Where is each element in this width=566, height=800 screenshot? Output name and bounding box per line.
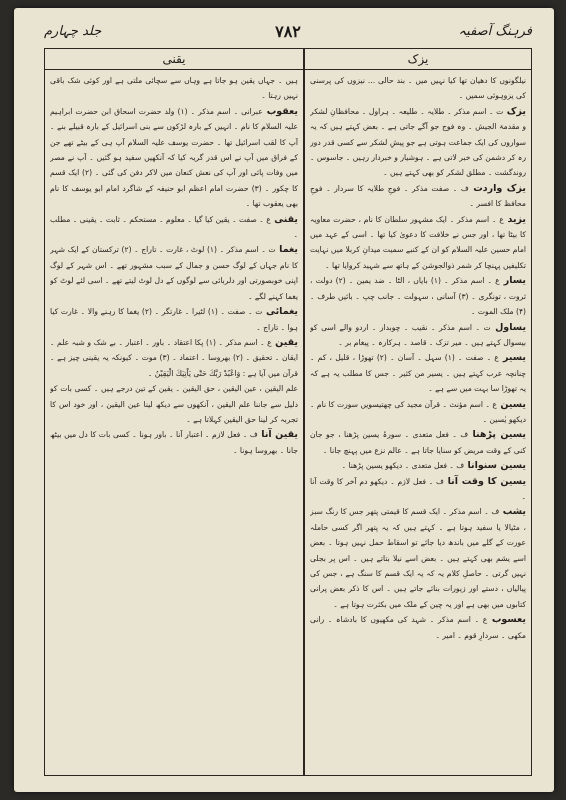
dictionary-entry (310, 458, 526, 473)
dictionary-entry (310, 427, 526, 458)
dictionary-entry (50, 242, 298, 304)
entry-headword: یساول (495, 321, 526, 333)
entry-headword: یسین سنوانا (467, 460, 526, 472)
entry-definition: نیلگونوں کا دھیان تھا کیا نہیں میں ۔ بند حالی ... نیزوں کی پرسنی کی یزوہوئی سمیں ۔ (310, 76, 526, 101)
dictionary-page (14, 8, 554, 792)
dictionary-entry (50, 73, 298, 104)
dictionary-entry (310, 273, 526, 319)
dictionary-entry (50, 335, 298, 381)
two-column-frame (44, 48, 532, 776)
dictionary-entry (50, 427, 298, 458)
entry-headword: یغما (279, 244, 298, 256)
entry-headword: یسیر (502, 352, 526, 364)
dictionary-entry (310, 350, 526, 396)
book-title: فرہنگ آصفیہ (458, 24, 532, 39)
dictionary-entry (310, 612, 526, 643)
dictionary-entry (310, 104, 526, 181)
entry-definition: علم الیقین ، عین الیقین ، حق الیقین ۔ یقین کے تین درجے ہیں ۔ کسی بات کو دلیل سے جاننا علم الیقین ، آنکھوں سے دیکھ لینا عین الیقین ، اور خود اس کا تجربہ کر لینا حق الیقین کہلاتا ہے ۔ (50, 384, 298, 424)
entry-definition: ف ۔ فعل لازم ۔ اعتبار آنا ۔ باور ہونا ۔ کسی بات کا دل میں بیٹھ جانا ۔ بھروسا ہونا ۔ (50, 430, 298, 455)
entry-headword: یزید (507, 213, 526, 225)
entry-headword: یسین کا وقت آنا (447, 475, 526, 487)
dictionary-entry (310, 474, 526, 505)
entry-definition: ع ۔ اسم مذکر ۔ (۱) پکا اعتقاد ۔ باور ۔ اعتبار ۔ بے شک و شبہ علم ۔ ایقان ۔ تحقیق ۔ (۲) بھروسا ۔ اعتماد ۔ (۳) موت ۔ کیونکہ یہ یقینی چیز ہے ۔ قرآن میں آیا ہے : وَاعْبُدْ رَبَّكَ حَتّٰى يَاْتِيَكَ الْيَقِيْنُ ۔ (50, 337, 298, 378)
right-column-text (310, 73, 526, 771)
dictionary-entry (310, 397, 526, 428)
entry-headword: یزک واردت (473, 182, 526, 194)
entry-headword: یقنی (274, 213, 298, 225)
entry-definition: ف ۔ فعل لازم ۔ دیکھو دم آخر کا وقت آنا ۔ (310, 476, 526, 501)
entry-headword: یشب (502, 506, 526, 518)
entry-definition: ع ۔ اسم مذکر ۔ ایک مشہور سلطان کا نام ، حضرت معاویہ کا بیٹا تھا ، اور جس نے خلافت کا دعویٰ کیا تھا ۔ اسی کے عہد میں امام حسین علیہ السلام کو ان کے کنبے سمیت میدانِ کربلا میں نہایت تکلیفیں پہنچا کر شمر ذوالجوشن کے ہاتھ سے شہید کروایا تھا ۔ (310, 214, 526, 270)
entry-headword: یسار (503, 275, 526, 287)
column-divider (303, 49, 305, 775)
dictionary-entry (310, 504, 526, 612)
entry-headword: یزک (506, 105, 526, 117)
entry-definition: ع ۔ اسم مؤنث ۔ قرآن مجید کی چھتیسویں سورت کا نام ۔ دیکھو یٰسین ۔ (310, 399, 526, 424)
entry-headword: یعسوب (491, 614, 526, 626)
entry-headword: یعقوب (266, 105, 298, 117)
entry-headword: یقین (275, 336, 298, 348)
entry-definition: ت ۔ اسم مذکر ۔ (۱) لوٹ ، غارت ۔ تاراج ۔ (۲) ترکستان کے ایک شہر کا نام جہاں کے لوگ حسن و جمال کے سبب مشہور تھے ۔ اس شہر کے لوگ اپنی خوبصورتی اور دلربائی سے لوگوں کے دل لوٹ لیتے تھے ۔ اسی لئے لوٹ کو یغما کہنے لگے ۔ (50, 245, 298, 301)
page-number: ۷۸۲ (275, 22, 301, 41)
entry-definition: ع ۔ اسم مذکر ۔ (۱) بایاں ، الٹا ۔ ضد یمین ۔ (۲) دولت ، ثروت ، تونگری ۔ (۳) آسانی ، سہولت ۔ جانب چپ ۔ بائیں طرف ۔ (۴) ملک الموت ۔ (310, 276, 526, 317)
dictionary-entry (310, 73, 526, 104)
entry-definition: عبرانی ۔ اسم مذکر ۔ (۱) ولد حضرت اسحاق ابن حضرت ابراہیم علیہ السلام کا نام ۔ انہیں کے بارہ لڑکوں سے بنی اسرائیل کے بارہ قبیلے بنے ۔ آپ کا لقب اسرائیل تھا ۔ حضرت یوسف علیہ السلام آپ ہی کے بیٹے تھے جن کے فراق میں آپ نے اس قدر گریہ کیا کہ آنکھیں سفید ہو گئیں ۔ آپ نے مصر میں وفات پائی اور آپ کی نعش کنعان میں لاکر دفن کی گئی ۔ (۲) ایک قسم کا چکور ۔ (۳) حضرت امام اعظم ابو حنیفہ کے شاگرد امام ابو یوسف کا نام بھی یعقوب تھا ۔ (50, 106, 298, 209)
dictionary-entry (50, 304, 298, 335)
entry-headword: یسین پڑھنا (472, 429, 526, 441)
volume-label: جلد چہارم (44, 24, 102, 39)
dictionary-entry (310, 181, 526, 212)
dictionary-entry (310, 320, 526, 351)
entry-definition: ف ۔ فعل متعدی ۔ سورۂ یسین پڑھنا ، جو جان کنی کے وقت مریض کو سنایا جاتا ہے ۔ عالم نزع میں پہنچ جانا ۔ (310, 430, 526, 455)
entry-definition: ف ۔ اسم مذکر ۔ ایک قسم کا قیمتی پتھر جس کا رنگ سبز ، مٹیالا یا سفید ہوتا ہے ۔ کہتے ہیں کہ یہ پتھر اگر کسی حاملہ عورت کے گلے میں باندھ دیا جائے تو اسقاط حمل نہیں ہوتا ۔ بعض اسے یشم بھی کہتے ہیں ۔ بعض اسے نیلا بتاتے ہیں ۔ اس پر بجلی نہیں گرتی ۔ حاصلِ کلام یہ کہ یہ ایک قسم کا سنگ ہے ، جس کی پیالیاں ، دستے اور زیورات بنائے جاتے ہیں ۔ اس کا ذکر بعض پرانی کتابوں میں بھی ہے اور یہ چین کے ملک میں بکثرت ہوتا ہے ۔ (310, 507, 526, 609)
entry-definition: ہیں ۔ جہاں یقین ہو جاتا ہے وہاں سے سچائی ملتی ہے اور کوئی شک باقی نہیں رہتا ۔ (50, 76, 298, 101)
entry-headword: یقین آنا (261, 429, 298, 441)
entry-definition: ع ۔ اسم مذکر ۔ شہد کی مکھیوں کا بادشاہ ۔ رانی مکھی ۔ سردارِ قوم ۔ امیر ۔ (310, 615, 526, 640)
left-column-guide-word: یقنی (45, 49, 303, 70)
entry-definition: ت ۔ اسم مذکر ۔ نقیب ۔ چوبدار ۔ اردو والے اسی کو بیسوال کہتے ہیں ۔ میر تزک ۔ قاصد ۔ ہرکارہ ۔ پیغام بر ۔ (310, 322, 526, 347)
dictionary-entry (50, 212, 298, 243)
dictionary-entry (50, 104, 298, 212)
entry-headword: یغمائی (265, 306, 298, 318)
dictionary-entry (310, 212, 526, 274)
dictionary-entry (50, 381, 298, 427)
entry-definition: ف ۔ صفت مذکر ۔ فوجِ طلایہ کا سردار ۔ فوجِ محافظ کا افسر ۔ (310, 183, 526, 209)
left-column-text (50, 73, 298, 771)
page-header (44, 22, 532, 44)
entry-definition: ف ۔ فعل متعدی ۔ دیکھو یسین پڑھنا ۔ (341, 461, 465, 471)
entry-definition: ع ۔ صفت ۔ یقین کیا گیا ۔ معلوم ۔ مستحکم ۔ ثابت ۔ یقینی ۔ مطلب ۔ (50, 214, 298, 240)
entry-definition: ت ۔ اسم مذکر ۔ طلایہ ۔ طلیعہ ۔ ہراول ۔ محافظانِ لشکر و مقدمۃ الجیش ۔ وہ فوج جو آگے جاتی ہے ۔ بعض کہتے ہیں کہ یہ سواروں کی ایک جماعت ہوتی ہے جو پیشِ لشکر سے کسی قدر دور رہ کر دشمن کی خبر لاتی ہے ۔ ہوشیار و خبردار رہیں ۔ جاسوس ۔ روندگشت ۔ مطلق لشکر کو بھی کہتے ہیں ۔ (310, 106, 526, 178)
entry-headword: یسین (500, 398, 526, 410)
entry-definition: ت ۔ صفت ۔ (۱) لٹیرا ۔ غارتگر ۔ (۲) یغما کا رہنے والا ۔ غارت کیا ہوا ۔ تاراج ۔ (50, 307, 298, 332)
right-column-guide-word: یزک (305, 49, 531, 70)
entry-definition: ع ۔ صفت ۔ (۱) سہل ۔ آسان ۔ (۲) تھوڑا ، قلیل ، کم ۔ چنانچہ عرب کہتے ہیں ۔ یسیر من کثیر ۔ جس کا مطلب یہ ہے کہ یہ تھوڑا سا بہت میں سے ہے ۔ (310, 353, 526, 394)
